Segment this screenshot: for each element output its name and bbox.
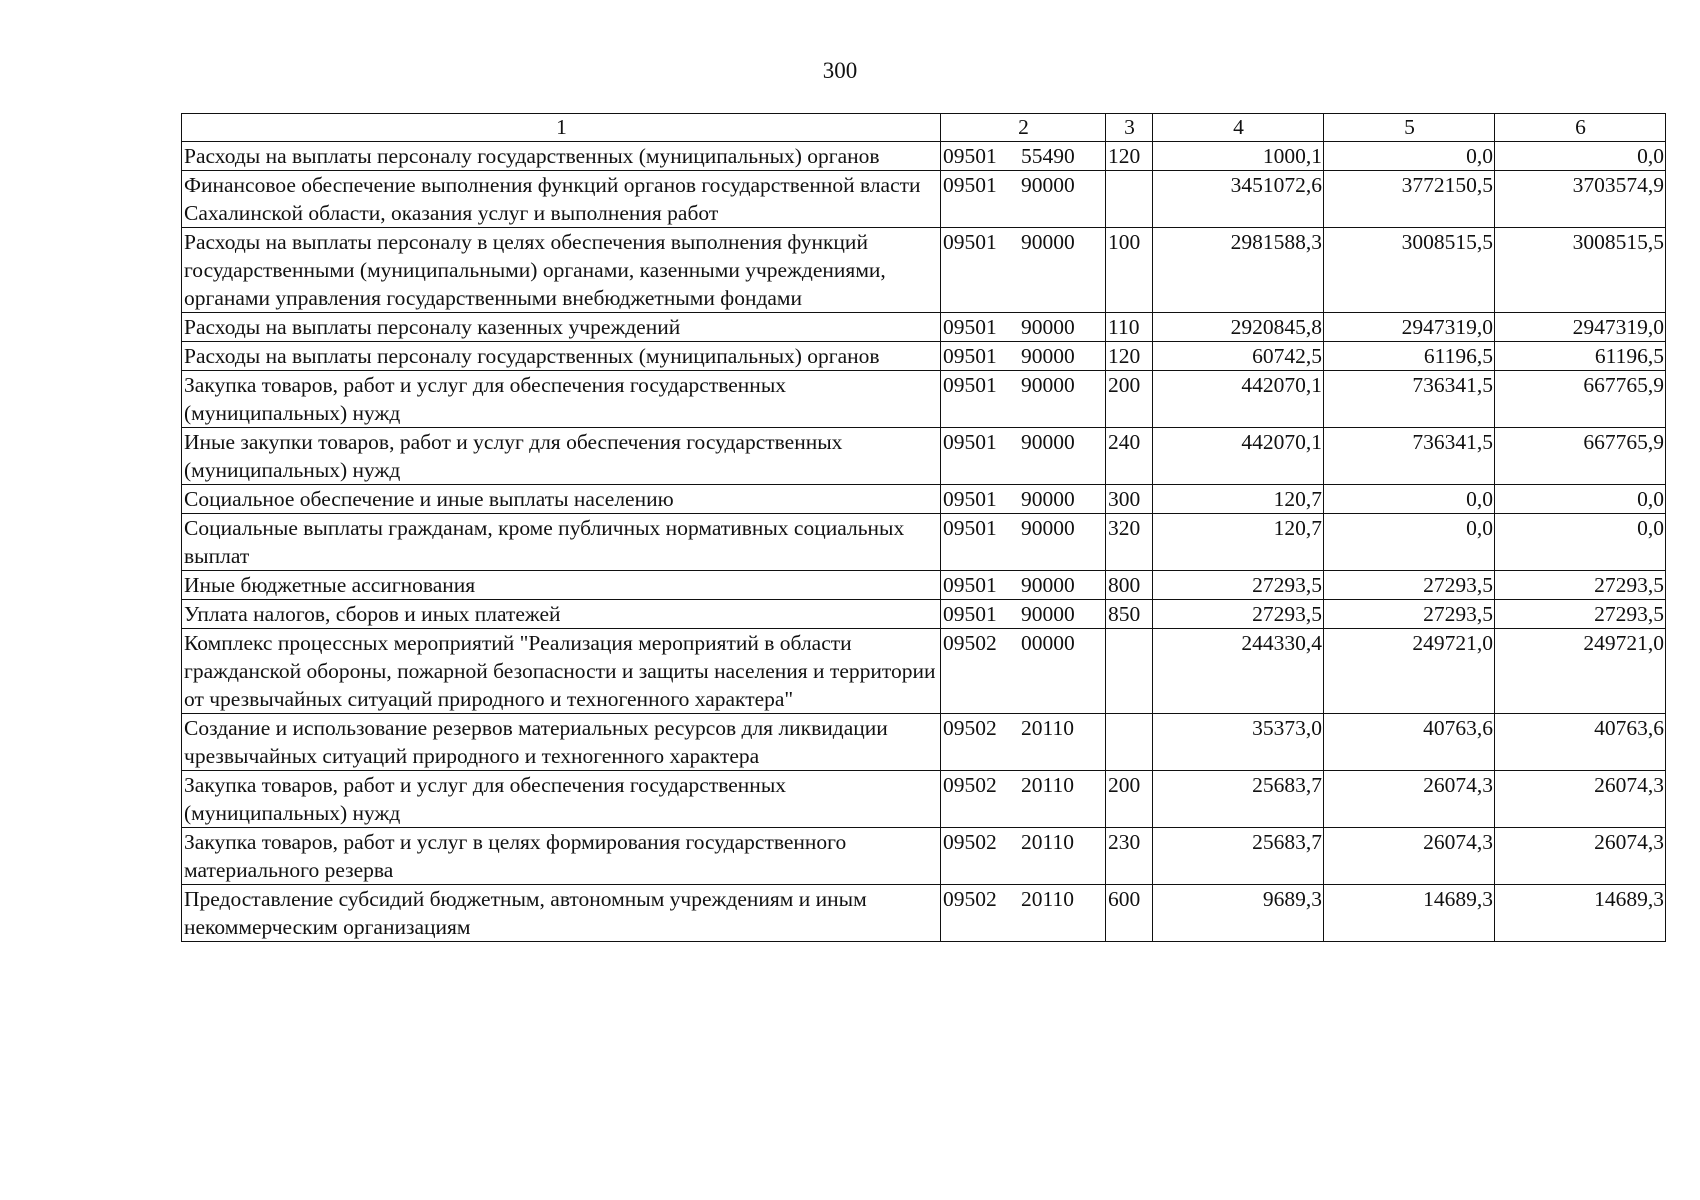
value-col-6: 667765,9 [1495, 428, 1666, 485]
value-col-5: 3008515,5 [1324, 228, 1495, 313]
direction-code: 90000 [1021, 315, 1075, 339]
value-col-6: 0,0 [1495, 142, 1666, 171]
value-col-4: 120,7 [1153, 485, 1324, 514]
header-col-1: 1 [182, 114, 941, 142]
row-code [941, 371, 1106, 428]
row-name: Расходы на выплаты персоналу государственных (муниципальных) органов [182, 142, 941, 171]
value-col-5: 27293,5 [1324, 571, 1495, 600]
table-row [182, 828, 1666, 885]
value-col-5: 0,0 [1324, 514, 1495, 571]
table-row [182, 514, 1666, 571]
row-name: Финансовое обеспечение выполнения функций органов государственной власти Сахалинской области, оказания услуг и выполнения работ [182, 171, 941, 228]
expense-type-code [1106, 629, 1153, 714]
row-code [941, 629, 1106, 714]
table-row [182, 885, 1666, 942]
value-col-6: 40763,6 [1495, 714, 1666, 771]
header-col-5: 5 [1324, 114, 1495, 142]
direction-code: 90000 [1021, 344, 1075, 368]
value-col-4: 27293,5 [1153, 571, 1324, 600]
row-code [941, 142, 1106, 171]
value-col-5: 0,0 [1324, 142, 1495, 171]
program-code: 09501 [943, 430, 997, 454]
value-col-5: 14689,3 [1324, 885, 1495, 942]
value-col-5: 61196,5 [1324, 342, 1495, 371]
row-code [941, 342, 1106, 371]
expense-type-code: 240 [1106, 428, 1153, 485]
row-name: Расходы на выплаты персоналу государственных (муниципальных) органов [182, 342, 941, 371]
value-col-6: 667765,9 [1495, 371, 1666, 428]
value-col-6: 3008515,5 [1495, 228, 1666, 313]
value-col-6: 26074,3 [1495, 828, 1666, 885]
table-row [182, 600, 1666, 629]
direction-code: 90000 [1021, 487, 1075, 511]
expense-type-code: 600 [1106, 885, 1153, 942]
value-col-6: 2947319,0 [1495, 313, 1666, 342]
value-col-4: 1000,1 [1153, 142, 1324, 171]
value-col-5: 26074,3 [1324, 771, 1495, 828]
expense-type-code: 110 [1106, 313, 1153, 342]
value-col-4: 244330,4 [1153, 629, 1324, 714]
direction-code: 90000 [1021, 430, 1075, 454]
direction-code: 20110 [1021, 887, 1074, 911]
expense-type-code [1106, 714, 1153, 771]
row-name: Расходы на выплаты персоналу казенных учреждений [182, 313, 941, 342]
program-code: 09502 [943, 887, 997, 911]
value-col-6: 3703574,9 [1495, 171, 1666, 228]
header-col-4: 4 [1153, 114, 1324, 142]
row-name: Уплата налогов, сборов и иных платежей [182, 600, 941, 629]
expense-type-code: 800 [1106, 571, 1153, 600]
value-col-4: 442070,1 [1153, 371, 1324, 428]
header-col-3: 3 [1106, 114, 1153, 142]
row-code [941, 771, 1106, 828]
expense-type-code: 120 [1106, 142, 1153, 171]
value-col-6: 14689,3 [1495, 885, 1666, 942]
row-name: Социальное обеспечение и иные выплаты населению [182, 485, 941, 514]
value-col-4: 25683,7 [1153, 828, 1324, 885]
expense-type-code: 200 [1106, 371, 1153, 428]
program-code: 09501 [943, 230, 997, 254]
value-col-5: 3772150,5 [1324, 171, 1495, 228]
header-col-6: 6 [1495, 114, 1666, 142]
table-row [182, 228, 1666, 313]
value-col-5: 2947319,0 [1324, 313, 1495, 342]
direction-code: 90000 [1021, 173, 1075, 197]
program-code: 09502 [943, 773, 997, 797]
program-code: 09501 [943, 573, 997, 597]
program-code: 09502 [943, 830, 997, 854]
row-code [941, 428, 1106, 485]
value-col-5: 27293,5 [1324, 600, 1495, 629]
program-code: 09501 [943, 144, 997, 168]
direction-code: 20110 [1021, 830, 1074, 854]
row-name: Создание и использование резервов материальных ресурсов для ликвидации чрезвычайных ситуаций природного и техногенного характера [182, 714, 941, 771]
value-col-5: 736341,5 [1324, 371, 1495, 428]
row-name: Закупка товаров, работ и услуг для обеспечения государственных (муниципальных) нужд [182, 371, 941, 428]
value-col-6: 26074,3 [1495, 771, 1666, 828]
row-code [941, 228, 1106, 313]
row-name: Комплекс процессных мероприятий "Реализация мероприятий в области гражданской обороны, пожарной безопасности и защиты населения и территории от чрезвычайных ситуаций природного и техногенного характера" [182, 629, 941, 714]
direction-code: 20110 [1021, 716, 1074, 740]
row-code [941, 600, 1106, 629]
direction-code: 90000 [1021, 230, 1075, 254]
table-row [182, 342, 1666, 371]
value-col-4: 120,7 [1153, 514, 1324, 571]
value-col-6: 27293,5 [1495, 600, 1666, 629]
row-code [941, 313, 1106, 342]
table-row [182, 485, 1666, 514]
expense-type-code: 200 [1106, 771, 1153, 828]
row-name: Закупка товаров, работ и услуг в целях формирования государственного материального резерва [182, 828, 941, 885]
value-col-4: 60742,5 [1153, 342, 1324, 371]
expense-type-code: 100 [1106, 228, 1153, 313]
row-name: Предоставление субсидий бюджетным, автономным учреждениям и иным некоммерческим организациям [182, 885, 941, 942]
direction-code: 20110 [1021, 773, 1074, 797]
direction-code: 90000 [1021, 373, 1075, 397]
value-col-4: 9689,3 [1153, 885, 1324, 942]
table-row [182, 428, 1666, 485]
table-row [182, 571, 1666, 600]
table-row [182, 629, 1666, 714]
value-col-4: 35373,0 [1153, 714, 1324, 771]
value-col-4: 2981588,3 [1153, 228, 1324, 313]
value-col-6: 0,0 [1495, 514, 1666, 571]
budget-table [181, 113, 1666, 942]
direction-code: 00000 [1021, 631, 1075, 655]
program-code: 09502 [943, 631, 997, 655]
row-code [941, 485, 1106, 514]
row-code [941, 714, 1106, 771]
value-col-4: 25683,7 [1153, 771, 1324, 828]
row-name: Иные закупки товаров, работ и услуг для обеспечения государственных (муниципальных) нужд [182, 428, 941, 485]
row-name: Расходы на выплаты персоналу в целях обеспечения выполнения функций государственными (муниципальными) органами, казенными учреждениями, органами управления государственными внебюджетными фондами [182, 228, 941, 313]
expense-type-code: 850 [1106, 600, 1153, 629]
expense-type-code: 320 [1106, 514, 1153, 571]
program-code: 09501 [943, 487, 997, 511]
table-row [182, 313, 1666, 342]
value-col-4: 3451072,6 [1153, 171, 1324, 228]
table-row [182, 371, 1666, 428]
direction-code: 90000 [1021, 573, 1075, 597]
row-code [941, 514, 1106, 571]
value-col-6: 61196,5 [1495, 342, 1666, 371]
table-row [182, 771, 1666, 828]
value-col-5: 736341,5 [1324, 428, 1495, 485]
value-col-6: 0,0 [1495, 485, 1666, 514]
program-code: 09501 [943, 173, 997, 197]
direction-code: 90000 [1021, 516, 1075, 540]
header-col-2: 2 [941, 114, 1106, 142]
expense-type-code: 300 [1106, 485, 1153, 514]
value-col-6: 249721,0 [1495, 629, 1666, 714]
row-name: Социальные выплаты гражданам, кроме публичных нормативных социальных выплат [182, 514, 941, 571]
program-code: 09501 [943, 315, 997, 339]
value-col-5: 40763,6 [1324, 714, 1495, 771]
row-code [941, 885, 1106, 942]
expense-type-code [1106, 171, 1153, 228]
program-code: 09501 [943, 344, 997, 368]
row-code [941, 828, 1106, 885]
program-code: 09502 [943, 716, 997, 740]
value-col-6: 27293,5 [1495, 571, 1666, 600]
table-body [182, 142, 1666, 942]
value-col-5: 249721,0 [1324, 629, 1495, 714]
table-row [182, 171, 1666, 228]
value-col-5: 0,0 [1324, 485, 1495, 514]
row-code [941, 171, 1106, 228]
program-code: 09501 [943, 602, 997, 626]
expense-type-code: 230 [1106, 828, 1153, 885]
value-col-4: 2920845,8 [1153, 313, 1324, 342]
table-row [182, 142, 1666, 171]
page-number: 300 [822, 58, 858, 83]
value-col-4: 27293,5 [1153, 600, 1324, 629]
value-col-4: 442070,1 [1153, 428, 1324, 485]
program-code: 09501 [943, 373, 997, 397]
direction-code: 90000 [1021, 602, 1075, 626]
program-code: 09501 [943, 516, 997, 540]
expense-type-code: 120 [1106, 342, 1153, 371]
table-row [182, 714, 1666, 771]
row-name: Закупка товаров, работ и услуг для обеспечения государственных (муниципальных) нужд [182, 771, 941, 828]
row-code [941, 571, 1106, 600]
header-row [182, 114, 1666, 142]
value-col-5: 26074,3 [1324, 828, 1495, 885]
direction-code: 55490 [1021, 144, 1075, 168]
row-name: Иные бюджетные ассигнования [182, 571, 941, 600]
